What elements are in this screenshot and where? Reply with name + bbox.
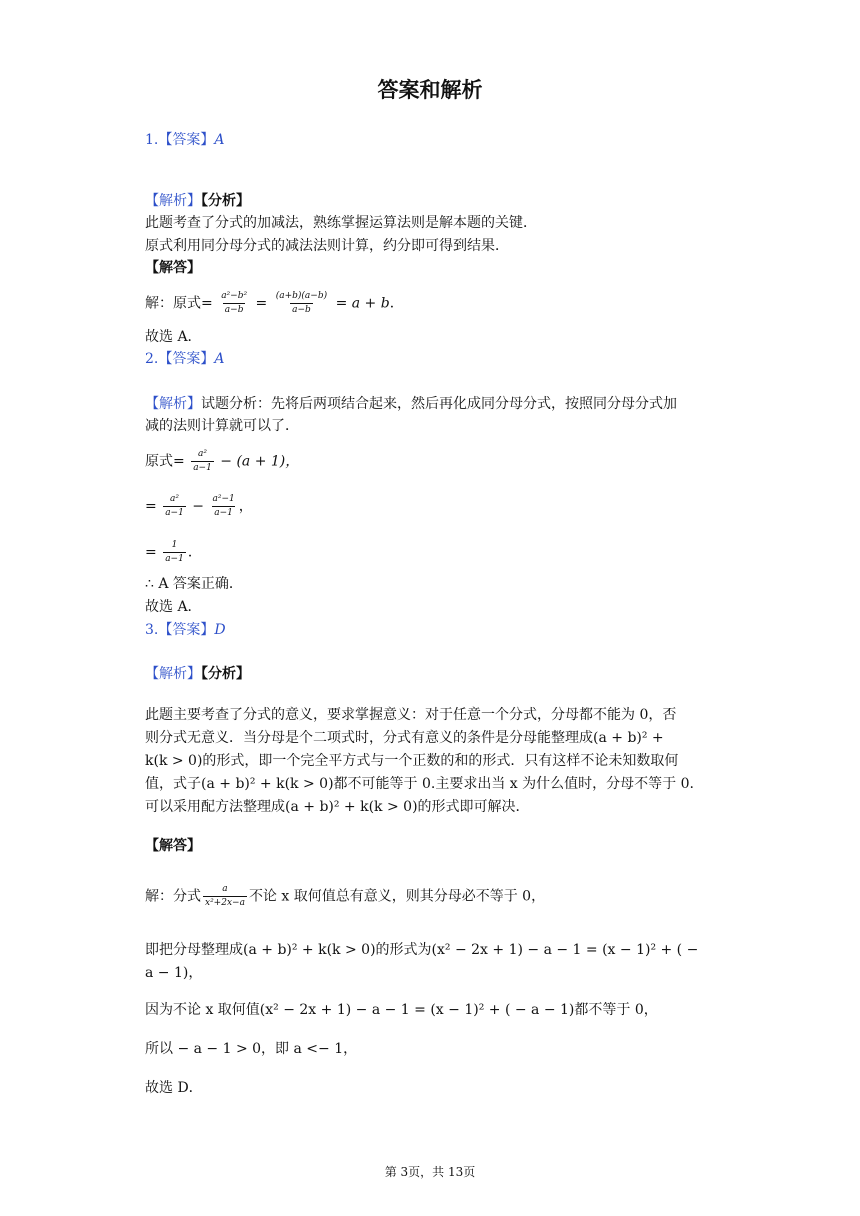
q1-fraction-1: $\frac{\text{a²−b²}}{a-b}$ — [221, 291, 248, 315]
q1-jiexi-tag: 【解析】 — [145, 193, 201, 209]
q1-answer-tag: 【答案】 — [158, 132, 215, 148]
q2-step2-fraction-1: $\frac{\text{a²}}{a-1}$ — [165, 494, 184, 518]
q2-analysis-line1: 【解析】试题分析：先将后两项结合起来，然后再化成同分母分式，按照同分母分式加 — [145, 396, 677, 412]
q3-analysis-p2: 则分式无意义．当分母是个二项式时，分式有意义的条件是分母能整理成(a + b)² + — [145, 730, 664, 746]
q3-analysis-p5: 可以采用配方法整理成(a + b)² + k(k > 0)的形式即可解决． — [145, 799, 530, 815]
q3-number: 3. — [145, 622, 159, 638]
q2-step2-fraction-2: $\frac{\text{a²−1}}{a-1}$ — [212, 494, 235, 518]
q2-therefore: ∴ A 答案正确． — [145, 576, 243, 592]
q3-analysis-p4: 值，式子(a + b)² + k(k > 0)都不可能等于 0.主要求出当 x 为什么值时，分母不等于 0. — [145, 776, 694, 792]
q3-answer: D — [214, 622, 226, 638]
q2-step1-fraction: $\frac{\text{a²}}{a-1}$ — [193, 449, 212, 473]
q3-jiexi-tag: 【解析】 — [145, 666, 201, 682]
q1-result: a + b — [351, 295, 390, 312]
q2-analysis-line2: 减的法则计算就可以了． — [145, 418, 299, 434]
q3-solution-line3: 因为不论 x 取何值(x² − 2x + 1) − a − 1 = (x − 1)² + ( − a − 1)都不等于 0， — [145, 1002, 658, 1018]
q3-solution-line2a: 即把分母整理成(a + b)² + k(k > 0)的形式为(x² − 2x + 1) − a − 1 = (x − 1)² + ( − — [145, 942, 699, 958]
page-footer: 第 3页，共 13页 — [384, 1165, 476, 1179]
q3-solution-line2b: a − 1)， — [145, 965, 203, 981]
q3-answer-line — [145, 620, 226, 640]
q2-step3-fraction: $\frac{1}{a-1}$ — [165, 540, 184, 564]
q1-analysis-tags — [145, 191, 250, 211]
q1-conclusion: 故选 A． — [145, 329, 202, 345]
q1-answer: A — [214, 132, 225, 148]
q2-answer: A — [214, 351, 225, 367]
q1-fraction-2: $\frac{(a+b)(a-b)}{a-b}$ — [275, 291, 328, 315]
q2-conclusion: 故选 A． — [145, 599, 202, 615]
q3-analysis-p1: 此题主要考查了分式的意义，要求掌握意义：对于任意一个分式，分母都不能为 0，否 — [145, 707, 677, 723]
q2-step-1: 原式= $\frac{\text{a²}}{a-1}$ − (a + 1)， — [145, 449, 300, 473]
q1-answer-line — [145, 130, 224, 150]
q3-analysis-p3: k(k > 0)的形式，即一个完全平方式与一个正数的和的形式．只有这样不论未知数取何 — [145, 753, 679, 769]
q3-fraction: $\frac{a}{\text{x²+2x−a}}$ — [205, 884, 245, 908]
q1-fenxi-tag: 【分析】 — [201, 193, 250, 209]
q2-number: 2. — [145, 351, 159, 367]
q1-sol-prefix: 解：原式 — [145, 295, 201, 312]
q1-number: 1. — [145, 132, 159, 148]
q1-analysis-line1: 此题考查了分式的加减法，熟练掌握运算法则是解本题的关键． — [145, 215, 537, 231]
q2-jiexi-tag: 【解析】 — [145, 396, 201, 412]
q3-solution-tag: 【解答】 — [145, 838, 201, 854]
q2-step-3: = $\frac{1}{a-1}$ ． — [145, 540, 202, 564]
q2-answer-line — [145, 349, 224, 369]
q1-solution-tag: 【解答】 — [145, 260, 201, 276]
q3-solution-line4: 所以 − a − 1 > 0，即 a <− 1， — [145, 1041, 358, 1057]
q1-analysis-line2: 原式利用同分母分式的减法法则计算，约分即可得到结果． — [145, 238, 509, 254]
page-title: 答案和解析 — [377, 78, 483, 102]
q3-solution-line1: 解：分式 $\frac{a}{\text{x²+2x−a}}$ 不论 x 取何值总有意义，则其分母必不等于 0， — [145, 884, 546, 908]
q3-fenxi-tag: 【分析】 — [201, 666, 250, 682]
q3-answer-tag: 【答案】 — [158, 622, 215, 638]
q3-conclusion: 故选 D． — [145, 1080, 203, 1096]
q2-step-2: = $\frac{\text{a²}}{a-1}$ − $\frac{\text{a²−1}}{a-1}$ ， — [145, 494, 253, 518]
q1-solution-formula: 解：原式= $\frac{\text{a²−b²}}{a-b}$ = $\frac{(a+b)(a-b)}{a-b}$ = a + b． — [145, 291, 404, 315]
q3-analysis-tags — [145, 664, 250, 684]
q2-answer-tag: 【答案】 — [158, 351, 215, 367]
